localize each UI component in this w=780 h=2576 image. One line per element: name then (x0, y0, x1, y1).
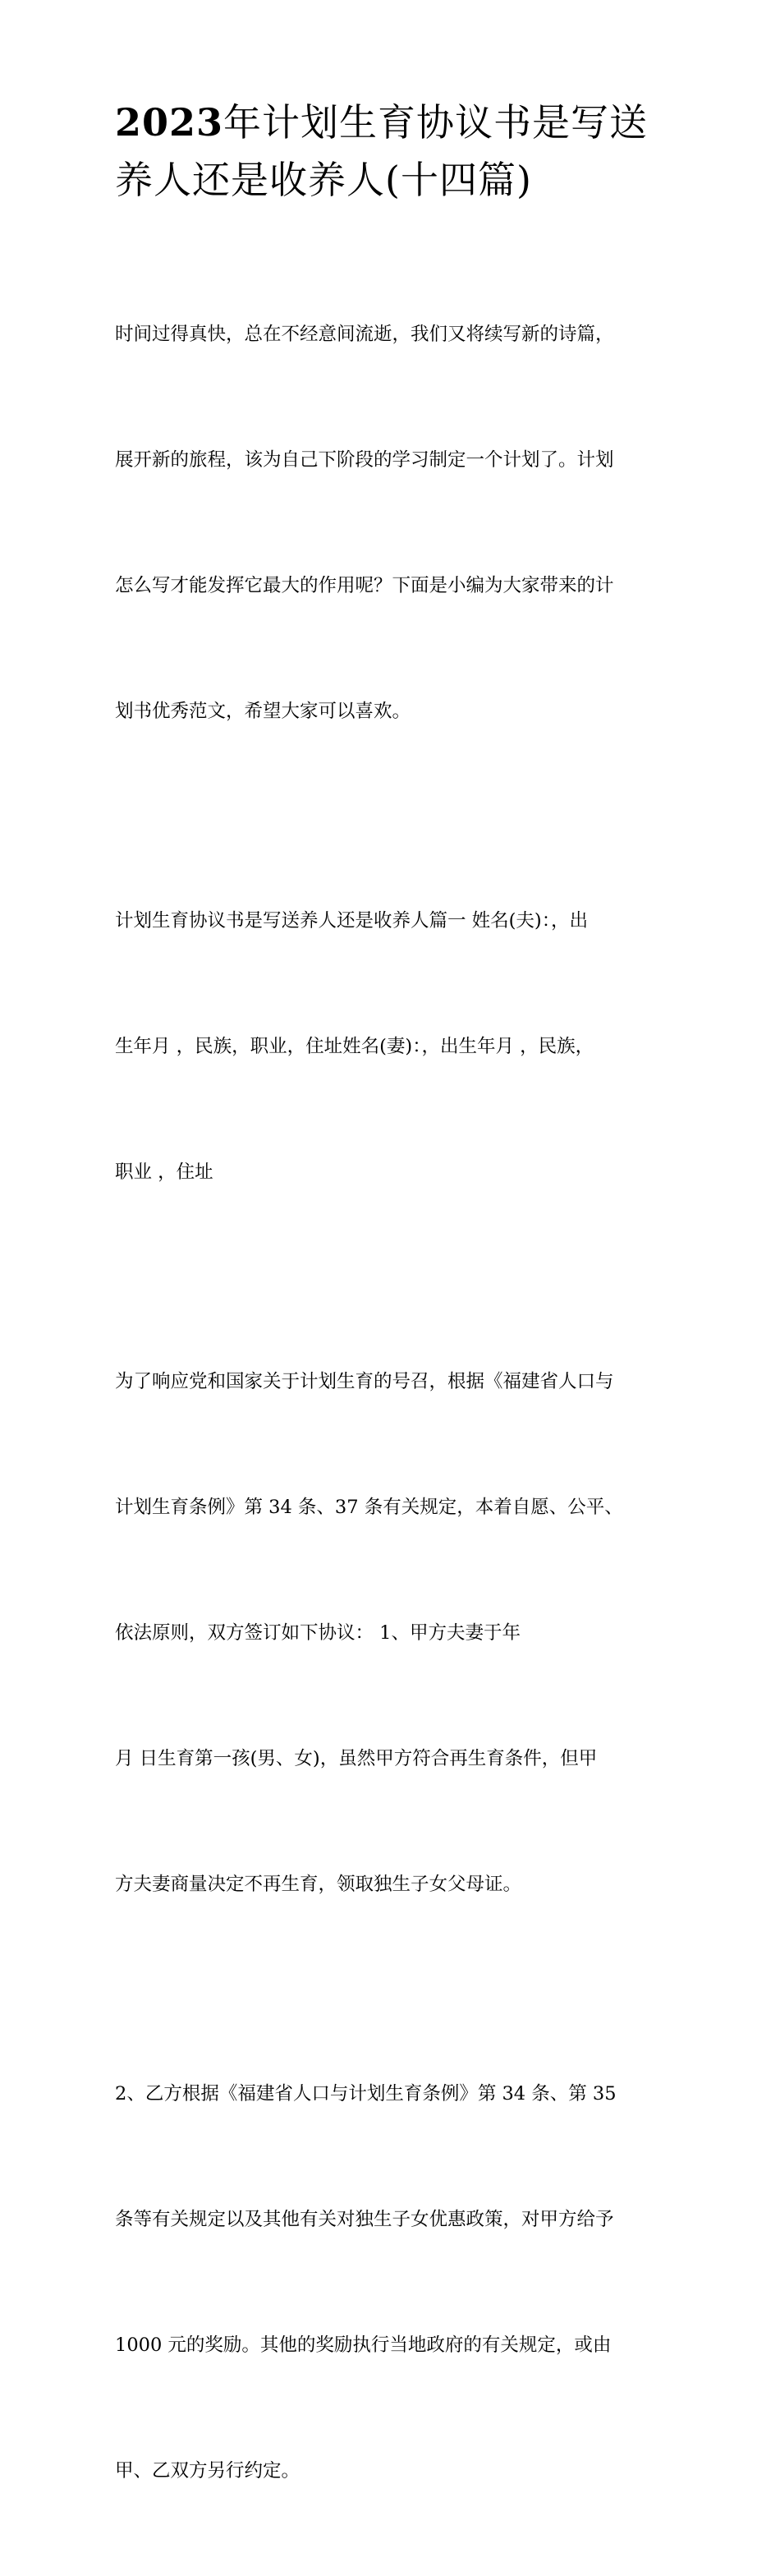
paragraph-clause-2 (115, 1990, 673, 2576)
paragraph-line: 1000 元的奖励。其他的奖励执行当地政府的有关规定，或由 (115, 2334, 612, 2356)
paragraph-line: 计划生育条例》第 34 条、37 条有关规定，本着自愿、公平、 (115, 1497, 623, 1518)
paragraph-line: 怎么写才能发挥它最大的作用呢？下面是小编为大家带来的计 (115, 575, 614, 596)
paragraph-line: 方夫妻商量决定不再生育，领取独生子女父母证。 (115, 1874, 522, 1895)
paragraph-clause-1 (115, 1277, 673, 1990)
paragraph-line: 2、乙方根据《福建省人口与计划生育条例》第 34 条、第 35 (115, 2083, 617, 2104)
paragraph-line: 生年月 ，民族，职业，住址姓名(妻)：，出生年月 ，民族， (115, 1036, 594, 1057)
title-line-1-text: 年计划生育协议书是写送 (223, 100, 649, 145)
paragraph-line: 展开新的旅程，该为自己下阶段的学习制定一个计划了。计划 (115, 449, 614, 471)
paragraph-line: 划书优秀范文，希望大家可以喜欢。 (115, 701, 411, 722)
paragraph-line: 计划生育协议书是写送养人还是收养人篇一 姓名(夫)：，出 (115, 910, 588, 932)
title-year: 2023 (115, 100, 224, 145)
paragraph-line: 甲、乙双方另行约定。 (115, 2460, 301, 2482)
paragraph-intro (115, 230, 673, 816)
paragraph-line: 为了响应党和国家关于计划生育的号召，根据《福建省人口与 (115, 1371, 614, 1392)
document-title (115, 94, 673, 209)
paragraph-line: 职业 ，住址 (115, 1162, 213, 1183)
paragraph-line: 月 日生育第一孩(男、女)，虽然甲方符合再生育条件，但甲 (115, 1748, 598, 1769)
title-line-2: 养人还是收养人(十四篇) (115, 158, 532, 202)
paragraph-parties (115, 816, 673, 1277)
paragraph-line: 依法原则，双方签订如下协议： 1、甲方夫妻于年 (115, 1622, 521, 1644)
document-body (115, 230, 673, 2576)
paragraph-line: 时间过得真快，总在不经意间流逝，我们又将续写新的诗篇， (115, 324, 614, 345)
paragraph-line: 条等有关规定以及其他有关对独生子女优惠政策，对甲方给予 (115, 2209, 614, 2230)
title-line-1 (115, 94, 673, 151)
